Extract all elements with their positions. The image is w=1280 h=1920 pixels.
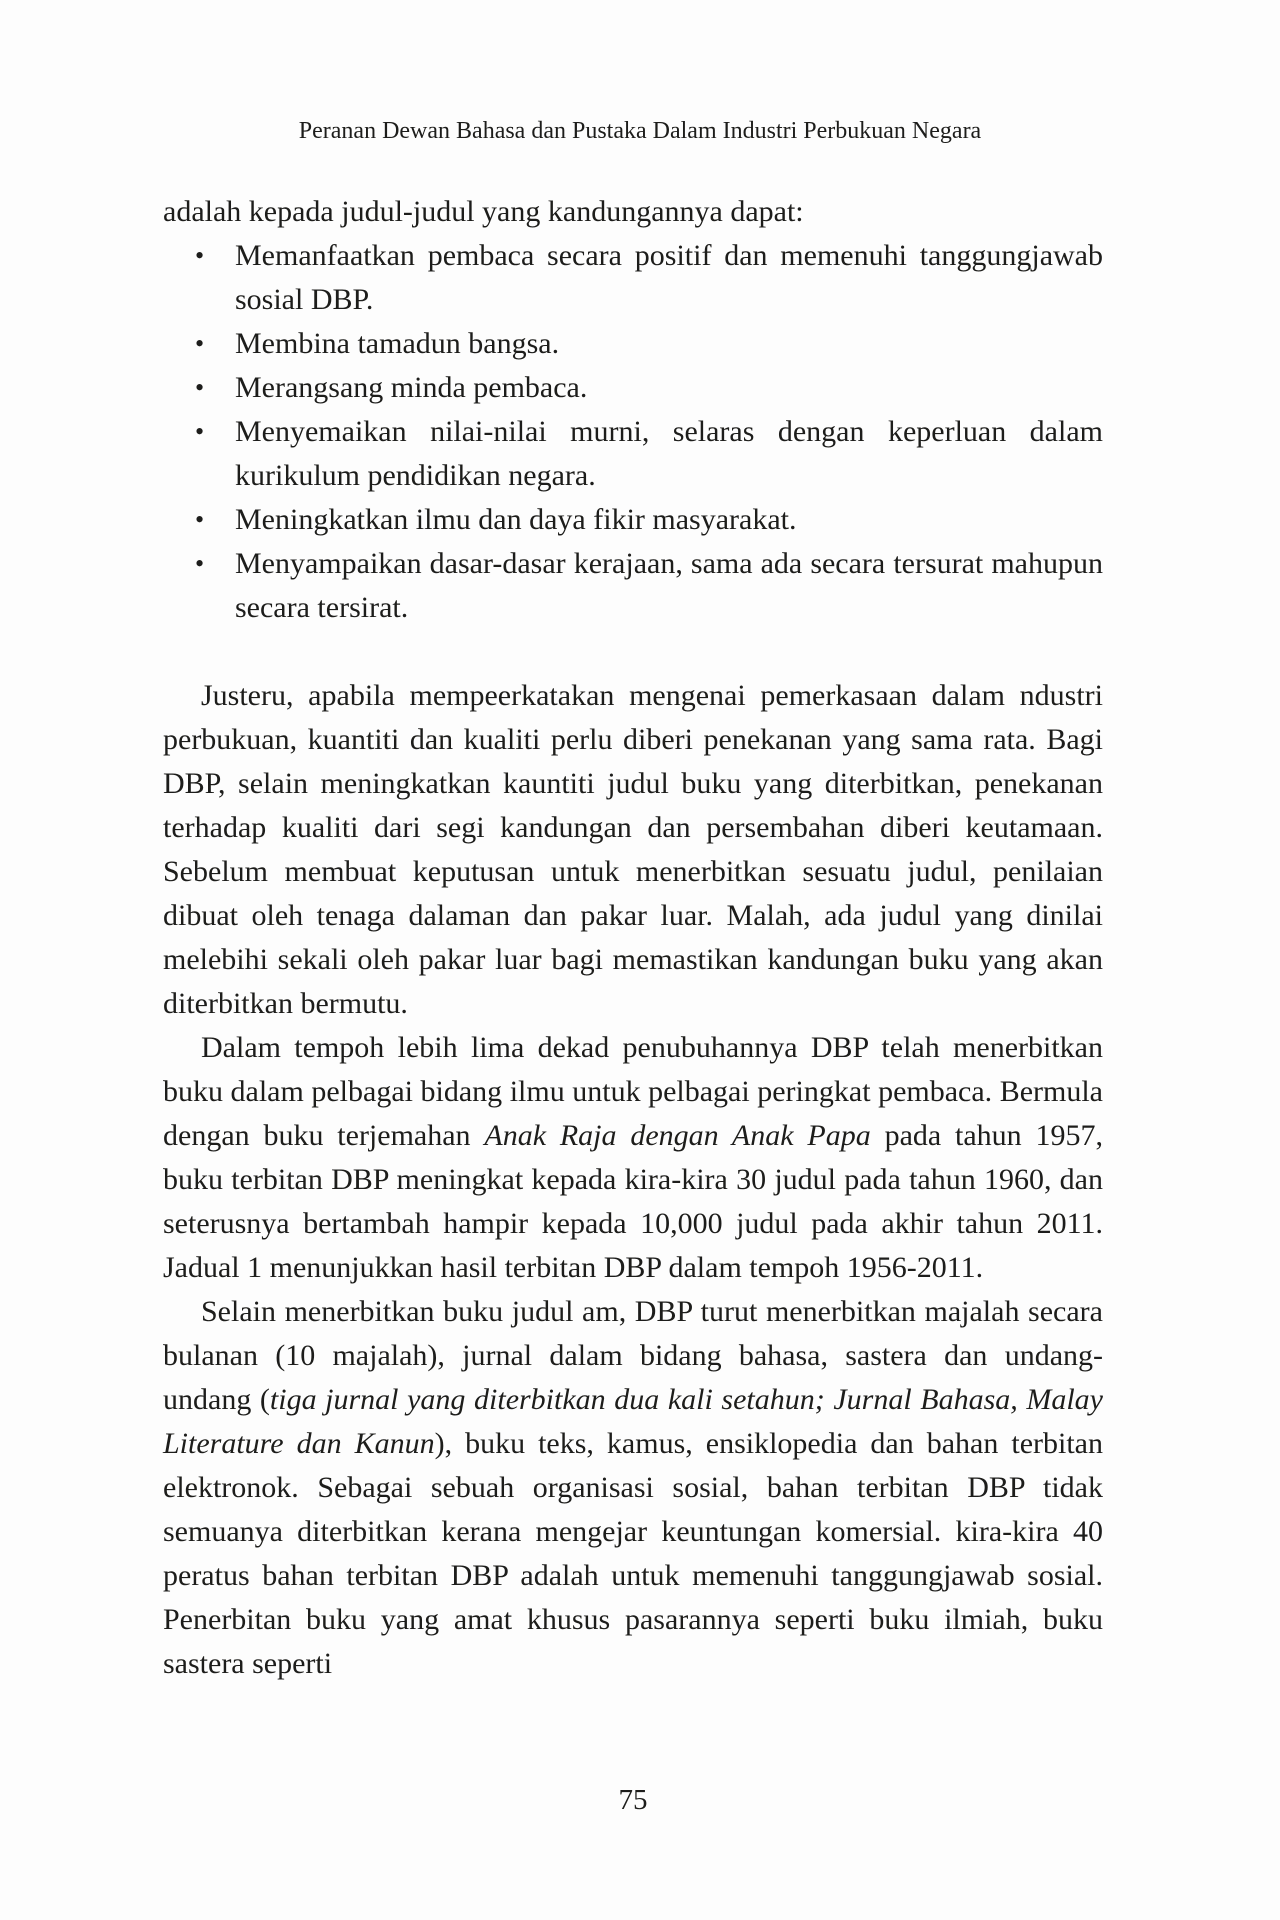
text-run: pada tahun 1957, buku terbitan DBP meningkat kepada kira-kira 30 judul pada tahun 1960, dan seterusnya bertambah hampir kepada 10,000 judul pada akhir tahun 2011. Jadual 1 menunjukkan hasil terbitan DBP dalam tempoh 1956-2011. [163,1119,1103,1284]
paragraph [163,1026,1103,1290]
list-item [163,322,1103,366]
bullet-icon: • [195,373,205,402]
text-column [163,190,1103,1686]
bullet-icon: • [195,417,205,446]
text-run: ), buku teks, kamus, ensiklopedia dan bahan terbitan elektronok. Sebagai sebuah organisasi sosial, bahan terbitan DBP tidak semuanya diterbitkan kerana mengejar keuntungan komersial. kira-kira 40 peratus bahan terbitan DBP adalah untuk memenuhi tanggungjawab sosial. Penerbitan buku yang amat khusus pasarannya seperti buku ilmiah, buku sastera seperti [163,1427,1103,1680]
bullet-icon: • [195,329,205,358]
text-run: Selain menerbitkan buku judul am, DBP turut menerbitkan majalah secara bulanan (10 majalah), jurnal dalam bidang bahasa, sastera dan undang-undang ( [163,1295,1103,1416]
list-item [163,542,1103,630]
list-item-text: Menyemaikan nilai-nilai murni, selaras dengan keperluan dalam kurikulum pendidikan negara. [235,415,1103,492]
bullet-icon: • [195,505,205,534]
list-item-text: Memanfaatkan pembaca secara positif dan memenuhi tanggungjawab sosial DBP. [235,239,1103,316]
list-item [163,366,1103,410]
list-item [163,410,1103,498]
intro-line: adalah kepada judul-judul yang kandungannya dapat: [163,195,804,228]
list-item [163,234,1103,322]
running-header: Peranan Dewan Bahasa dan Pustaka Dalam Industri Perbukuan Negara [298,118,982,144]
body-paragraphs [163,674,1103,1686]
page-number: 75 [618,1784,648,1816]
text-run: Dalam tempoh lebih lima dekad penubuhannya DBP telah menerbitkan buku dalam pelbagai bidang ilmu untuk pelbagai peringkat pembaca. Bermula dengan buku terjemahan [163,1031,1103,1152]
bullet-icon: • [195,241,205,270]
italic-text-run: tiga jurnal yang diterbitkan dua kali setahun; Jurnal Bahasa, Malay Literature dan Kanun [163,1383,1103,1460]
text-run: Justeru, apabila mempeerkatakan mengenai pemerkasaan dalam ndustri perbukuan, kuantiti dan kualiti perlu diberi penekanan yang sama rata. Bagi DBP, selain meningkatkan kauntiti judul buku yang diterbitkan, penekanan terhadap kualiti dari segi kandungan dan persembahan diberi keutamaan. Sebelum membuat keputusan untuk menerbitkan sesuatu judul, penilaian dibuat oleh tenaga dalaman dan pakar luar. Malah, ada judul yang dinilai melebihi sekali oleh pakar luar bagi memastikan kandungan buku yang akan diterbitkan bermutu. [163,679,1103,1020]
paragraph [163,674,1103,1026]
paragraph [163,1290,1103,1686]
list-item-text: Meningkatkan ilmu dan daya fikir masyarakat. [235,503,797,536]
list-item-text: Merangsang minda pembaca. [235,371,588,404]
italic-text-run: Anak Raja dengan Anak Papa [484,1119,871,1152]
list-item-text: Membina tamadun bangsa. [235,327,560,360]
list-item-text: Menyampaikan dasar-dasar kerajaan, sama ada secara tersurat mahupun secara tersirat. [235,547,1103,624]
list-item [163,498,1103,542]
bullet-list [163,234,1103,630]
bullet-icon: • [195,549,205,578]
